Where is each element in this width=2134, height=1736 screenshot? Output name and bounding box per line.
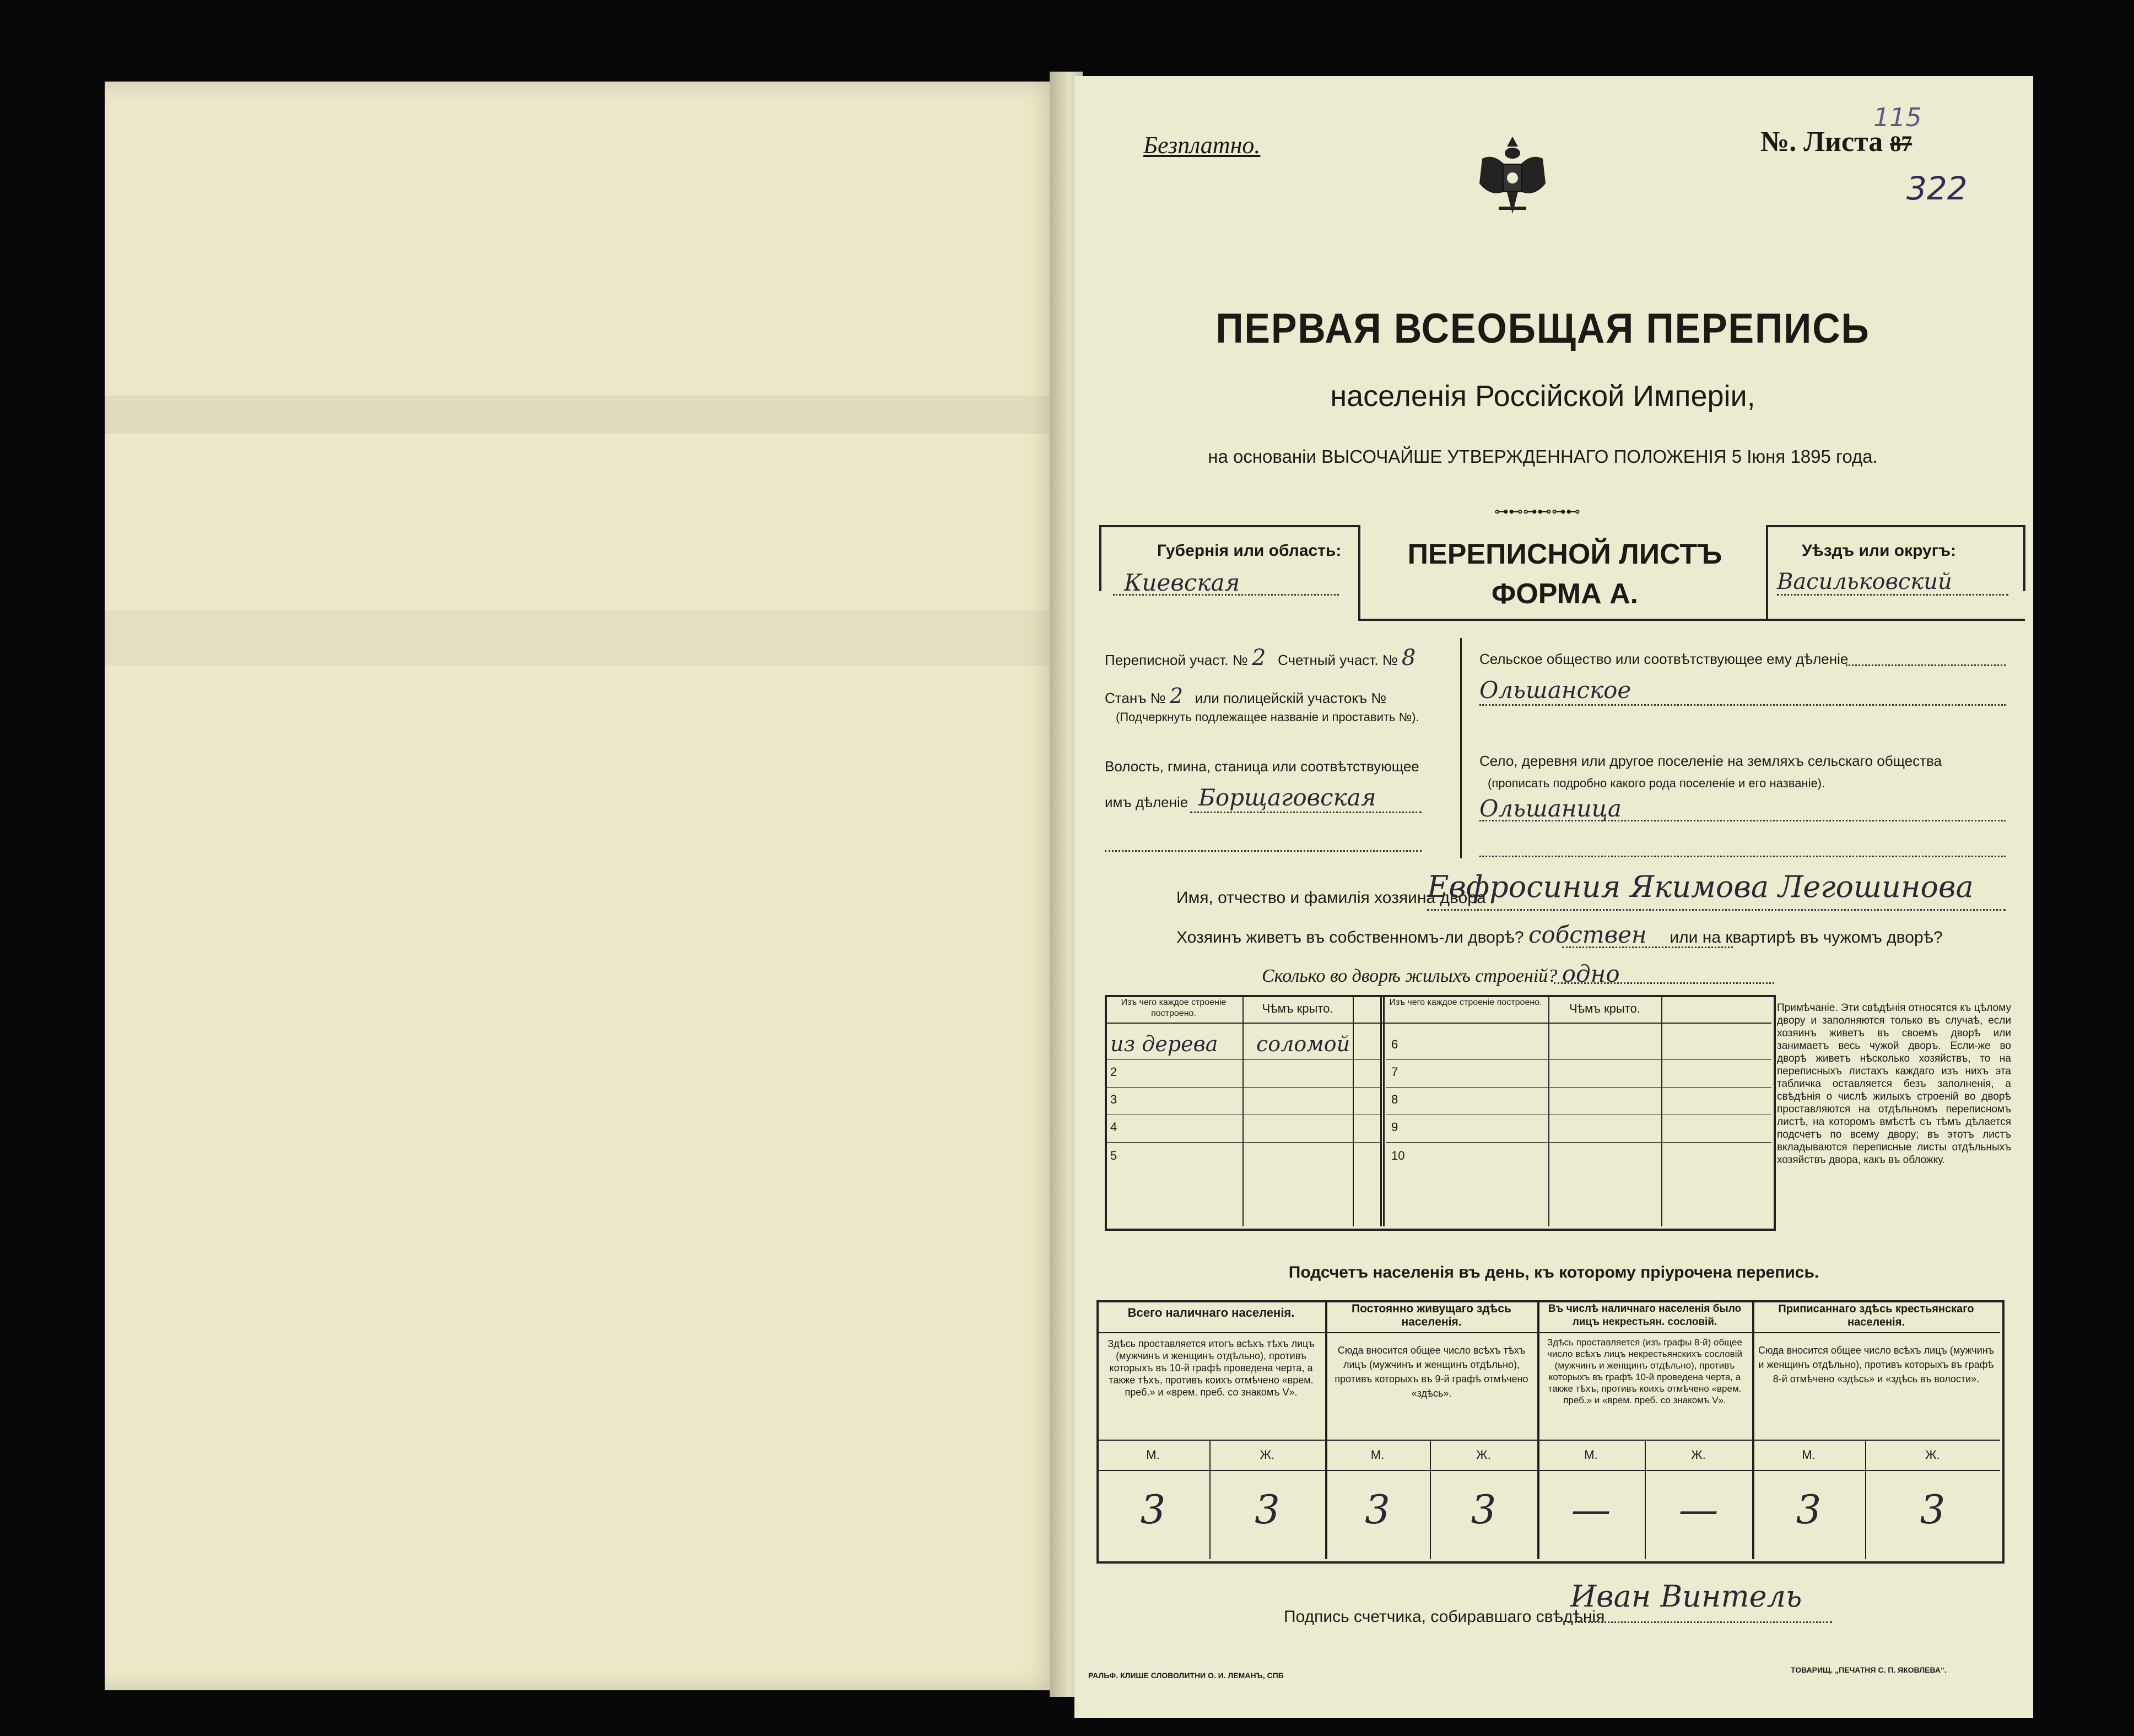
counting-district-value: 8 [1401,645,1416,670]
building-1-material: из дерева [1110,1032,1218,1056]
province-label: Губернія или область: [1157,542,1342,560]
underline-note: (Подчеркнуть подлежащее названіе и проставить №). [1116,710,1419,724]
total-present-f: 3 [1255,1486,1280,1533]
col-material-header: Изъ чего каждое строеніе построено. [1121,998,1227,1018]
buildings-value: одно [1562,960,1620,987]
permanent-m: 3 [1365,1486,1390,1533]
m-label: М. [1146,1448,1160,1462]
summary-title: Подсчетъ населенія въ день, къ которому пріурочена перепись. [1288,1263,1819,1281]
left-blank-page [105,82,1063,1690]
volost-label-2: имъ дѣленіе [1105,794,1188,810]
signature-label: Подпись счетчика, собиравшаго свѣдѣнія [1284,1608,1605,1626]
m-label: М. [1370,1448,1385,1462]
row-num: 10 [1391,1149,1405,1162]
footer-right: ТОВАРИЩ. „ПЕЧАТНЯ С. П. ЯКОВЛЕВА“. [1791,1665,1947,1674]
summary-col-2-header: Постоянно живущаго здѣсь населенія. [1352,1302,1511,1328]
buildings-label: Сколько во дворѣ жилыхъ строеній? [1262,966,1558,986]
summary-col-4-desc: Сюда вносится общее число всѣхъ лицъ (мужчинъ и женщинъ отдѣльно), противъ которыхъ въ графѣ 8-й отмѣчено «здѣсь» и «здѣсь въ волости». [1758,1345,1995,1385]
summary-col-1-desc: Здѣсь проставляется итогъ всѣхъ тѣхъ лицъ (мужчинъ и женщинъ отдѣльно), противъ которыхъ въ 10-й графѣ проведена черта, а также тѣхъ, противъ коихъ отмѣчено «врем. преб.» и «врем. преб. со знакомъ V». [1107,1338,1315,1398]
sheet-number-ink: 322 [1906,170,1968,207]
police-label: или полицейскій участокъ № [1195,690,1387,706]
summary-col-1-header: Всего наличнаго населенія. [1127,1306,1295,1319]
summary-col-2-desc: Сюда вносится общее число всѣхъ тѣхъ лицъ (мужчинъ и женщинъ отдѣльно), противъ которыхъ въ 9-й графѣ отмѣчено «здѣсь». [1335,1345,1528,1399]
registered-m: 3 [1796,1486,1822,1533]
coat-of-arms-icon [1471,131,1554,225]
rural-society-label: Сельское общество или соотвѣтствующее ему дѣленіе [1479,651,1849,667]
sheet-number-pencil: 115 [1873,102,1922,132]
counting-district-label: Счетный участ. № [1277,652,1398,668]
sheet-title: ПЕРЕПИСНОЙ ЛИСТЪ [1407,538,1722,570]
volost-label: Волость, гмина, станица или соотвѣтствующее [1105,758,1419,775]
show-through-print [105,82,1063,1690]
lives-value: собствен [1528,921,1647,948]
building-1-roof: соломой [1256,1032,1350,1056]
col-roof-header: Чѣмъ крыто. [1262,1002,1333,1015]
census-form-page [1074,76,2033,1718]
row-num: 6 [1391,1037,1398,1051]
stan-value: 2 [1169,684,1183,708]
f-label: Ж. [1260,1448,1275,1462]
village-note: (прописать подробно какого рода поселеніе и его названіе). [1488,776,1825,790]
row-num: 4 [1110,1120,1117,1134]
m-label: М. [1584,1448,1598,1462]
row-num: 9 [1391,1120,1398,1134]
row-num: 8 [1391,1093,1398,1106]
form-label: ФОРМА А. [1491,578,1639,610]
ornament-divider: ⊶⊷⊶⊷⊶⊷ [1494,504,1580,520]
summary-col-3-desc: Здѣсь проставляется (изъ графы 8-й) общее число всѣхъ лицъ некрестьянскихъ сословій (мужчинъ и женщинъ отдѣльно), противъ которыхъ въ графѣ 10-й проведена черта, а также тѣхъ, противъ коихъ отмѣчено «врем. преб.» и «врем. преб. со знакомъ V». [1547,1337,1742,1405]
owner-label: Имя, отчество и фамилія хозяина двора [1176,889,1486,907]
census-basis: на основаніи ВЫСОЧАЙШЕ УТВЕРЖДЕННАГО ПОЛОЖЕНІЯ 5 Іюня 1895 года. [1208,446,1878,467]
volost-value: Борщаговская [1198,784,1376,811]
village-value: Ольшаница [1479,795,1622,822]
col-roof-header-2: Чѣмъ крыто. [1569,1002,1640,1015]
row-num: 3 [1110,1093,1117,1106]
row-num: 5 [1110,1149,1117,1162]
row-num: 2 [1110,1065,1117,1079]
rural-society-value: Ольшанское [1479,677,1631,704]
census-subtitle: населенія Россійской Имперіи, [1330,380,1755,413]
f-label: Ж. [1691,1448,1706,1462]
summary-col-4-header: Приписаннаго здѣсь крестьянскаго населенія. [1778,1303,1974,1328]
note-text: Примѣчаніе. Эти свѣдѣнія относятся къ цѣлому двору и заполняются только въ случаѣ, если хозяинъ живетъ въ своемъ дворѣ или занимаетъ весь чужой дворъ. Если-же во дворѣ живетъ нѣсколько хозяйствъ, то на переписныхъ листахъ каждаго изъ нихъ эта табличка оставляется безъ заполненія, а свѣдѣнія о числѣ жилыхъ строеній во дворѣ проставляются на отдѣльномъ переписномъ листѣ, на которомъ вмѣстѣ съ тѣмъ дѣлается подсчетъ по всему двору; въ этотъ листъ вкладываются переписные листы отдѣльныхъ хозяйствъ двора, какъ въ обложку. [1777,1002,2011,1166]
village-label: Село, деревня или другое поселеніе на земляхъ сельскаго общества [1479,753,1942,769]
stan-label: Станъ № [1105,690,1166,706]
lives-alt-label: или на квартирѣ въ чужомъ дворѣ? [1670,928,1943,947]
district-value: Васильковский [1777,569,1952,594]
non-peasant-m: — [1571,1486,1611,1533]
row-num: 7 [1391,1065,1398,1079]
district-label: Уѣздъ или округъ: [1802,542,1957,560]
lives-label: Хозяинъ живетъ въ собственномъ-ли дворѣ? [1176,928,1524,947]
footer-left: РАЛЬФ. КЛИШЕ СЛОВОЛИТНИ О. И. ЛЕМАНЪ, СПБ [1088,1671,1284,1680]
sheet-number-label: №. Листа 87 [1760,126,1913,158]
col-material-header-2: Изъ чего каждое строеніе построено. [1389,998,1542,1007]
free-label: Безплатно. [1143,132,1261,159]
owner-value: Евфросиния Якимова Легошинова [1427,869,1974,904]
census-district-value: 2 [1251,645,1266,670]
registered-f: 3 [1920,1486,1946,1533]
permanent-f: 3 [1471,1486,1496,1533]
non-peasant-f: — [1678,1486,1719,1533]
f-label: Ж. [1925,1448,1940,1462]
census-district-label: Переписной участ. № [1105,652,1248,668]
f-label: Ж. [1476,1448,1491,1462]
m-label: М. [1802,1448,1816,1462]
signature-value: Иван Винтель [1570,1579,1802,1614]
total-present-m: 3 [1140,1486,1166,1533]
province-value: Киевская [1124,569,1240,596]
census-title: ПЕРВАЯ ВСЕОБЩАЯ ПЕРЕПИСЬ [1215,305,1870,352]
summary-col-3-header: Въ числѣ наличнаго населенія было лицъ некрестьян. сословій. [1548,1303,1742,1328]
